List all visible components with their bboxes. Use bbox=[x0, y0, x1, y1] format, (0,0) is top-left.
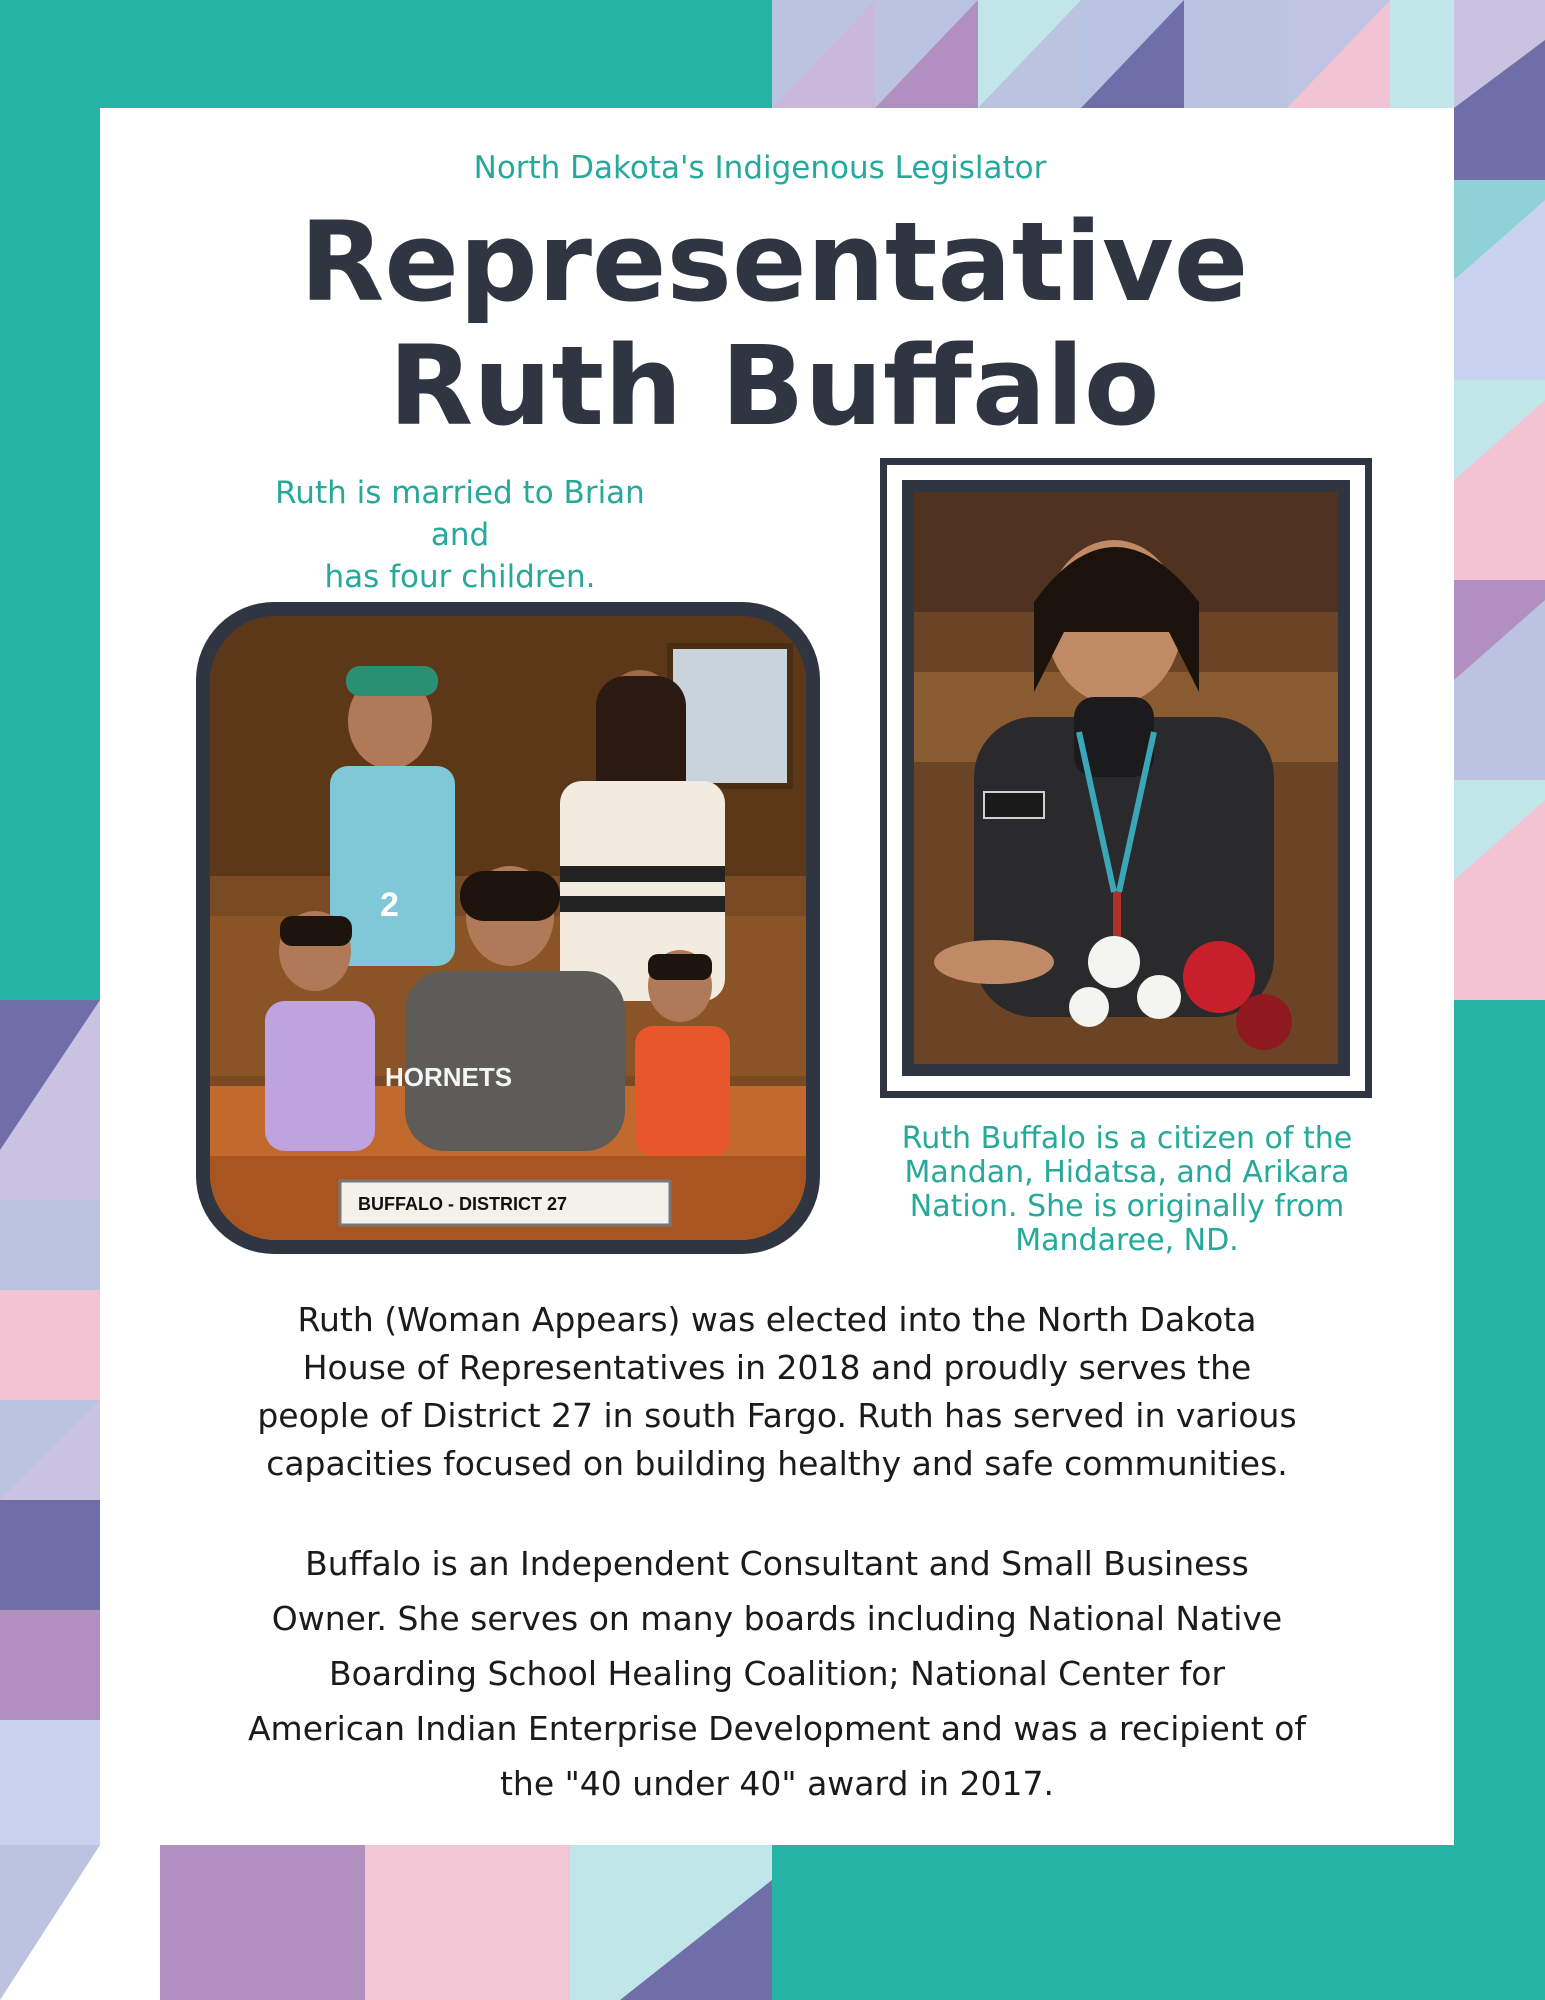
family-caption-line-2: has four children. bbox=[324, 559, 596, 595]
title-line-2: Ruth Buffalo bbox=[388, 322, 1160, 450]
page-title bbox=[100, 200, 1448, 448]
jersey-number: 2 bbox=[380, 886, 399, 924]
nameplate-text: BUFFALO - DISTRICT 27 bbox=[358, 1194, 568, 1214]
family-photo-illustration bbox=[210, 616, 806, 1240]
portrait-photo bbox=[902, 480, 1350, 1076]
bio-paragraph-1-line: capacities focused on building healthy and safe communities. bbox=[266, 1444, 1288, 1483]
family-photo-frame bbox=[196, 602, 820, 1254]
bio-paragraph-2 bbox=[130, 1536, 1424, 1811]
content-card bbox=[100, 108, 1454, 1845]
jersey-text: HORNETS bbox=[385, 1062, 513, 1092]
bio-paragraph-2-line: Boarding School Healing Coalition; National Center for bbox=[328, 1654, 1226, 1693]
citizenship-caption bbox=[862, 1122, 1392, 1258]
title-line-1: Representative bbox=[299, 198, 1249, 326]
portrait-photo-illustration bbox=[914, 492, 1338, 1064]
citizenship-caption-line-2: Mandan, Hidatsa, and Arikara bbox=[904, 1155, 1350, 1190]
bio-paragraph-2-line: American Indian Enterprise Development and was a recipient of bbox=[247, 1709, 1306, 1748]
bio-paragraph-2-line: Owner. She serves on many boards including National Native bbox=[271, 1599, 1283, 1638]
citizenship-caption-line-4: Mandaree, ND. bbox=[1015, 1223, 1239, 1258]
citizenship-caption-line-1: Ruth Buffalo is a citizen of the bbox=[901, 1121, 1353, 1156]
bio-paragraph-2-line: the "40 under 40" award in 2017. bbox=[499, 1764, 1054, 1803]
family-photo bbox=[210, 616, 806, 1240]
bio-paragraph-1-line: people of District 27 in south Fargo. Ruth has served in various bbox=[257, 1396, 1297, 1435]
subtitle: North Dakota's Indigenous Legislator bbox=[473, 150, 1047, 186]
citizenship-caption-line-3: Nation. She is originally from bbox=[909, 1189, 1345, 1224]
bio-paragraph-1 bbox=[130, 1296, 1424, 1488]
bio-paragraph-2-line: Buffalo is an Independent Consultant and Small Business bbox=[305, 1544, 1249, 1583]
bio-paragraph-1-line: Ruth (Woman Appears) was elected into the North Dakota bbox=[297, 1300, 1257, 1339]
family-caption bbox=[250, 472, 670, 598]
portrait-photo-frame bbox=[880, 458, 1372, 1098]
family-caption-line-1: Ruth is married to Brian and bbox=[275, 475, 645, 553]
bio-paragraph-1-line: House of Representatives in 2018 and proudly serves the bbox=[302, 1348, 1252, 1387]
